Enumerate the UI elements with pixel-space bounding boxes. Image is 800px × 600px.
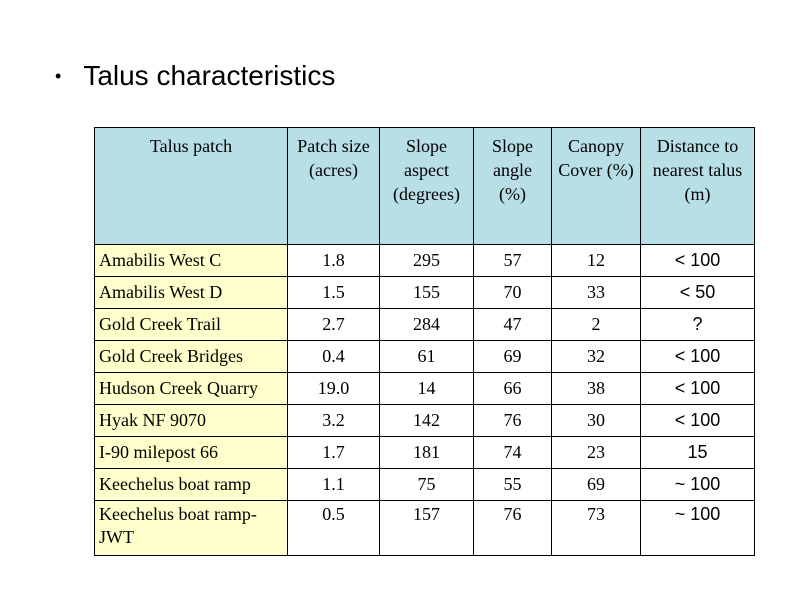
slide-title: [55, 60, 335, 92]
cell-talus-patch: Gold Creek Bridges: [95, 341, 288, 373]
cell-distance: < 100: [641, 341, 755, 373]
cell-distance: < 100: [641, 245, 755, 277]
cell-talus-patch: Amabilis West C: [95, 245, 288, 277]
talus-table: [94, 127, 755, 556]
cell-talus-patch: Keechelus boat ramp-JWT: [95, 501, 288, 556]
cell-canopy-cover: 23: [552, 437, 641, 469]
cell-slope-angle: 66: [474, 373, 552, 405]
bullet-icon: •: [55, 66, 62, 86]
table-row: [95, 437, 755, 469]
table-row: [95, 277, 755, 309]
cell-talus-patch: Keechelus boat ramp: [95, 469, 288, 501]
cell-slope-aspect: 157: [380, 501, 474, 556]
cell-patch-size: 1.1: [288, 469, 380, 501]
cell-talus-patch: Hudson Creek Quarry: [95, 373, 288, 405]
cell-canopy-cover: 2: [552, 309, 641, 341]
table-row: [95, 245, 755, 277]
table-row: [95, 469, 755, 501]
cell-slope-angle: 69: [474, 341, 552, 373]
cell-distance: < 100: [641, 373, 755, 405]
cell-distance: < 100: [641, 405, 755, 437]
header-patch-size: Patch size (acres): [288, 128, 380, 245]
header-row: [95, 128, 755, 245]
header-talus-patch: Talus patch: [95, 128, 288, 245]
cell-patch-size: 1.5: [288, 277, 380, 309]
cell-distance: ?: [641, 309, 755, 341]
cell-canopy-cover: 33: [552, 277, 641, 309]
cell-slope-aspect: 14: [380, 373, 474, 405]
cell-patch-size: 2.7: [288, 309, 380, 341]
cell-patch-size: 1.7: [288, 437, 380, 469]
title-text: Talus characteristics: [83, 60, 336, 91]
cell-canopy-cover: 12: [552, 245, 641, 277]
cell-canopy-cover: 73: [552, 501, 641, 556]
cell-talus-patch: Gold Creek Trail: [95, 309, 288, 341]
cell-slope-aspect: 61: [380, 341, 474, 373]
header-canopy-cover: Canopy Cover (%): [552, 128, 641, 245]
cell-patch-size: 19.0: [288, 373, 380, 405]
table-row: [95, 405, 755, 437]
cell-patch-size: 1.8: [288, 245, 380, 277]
cell-slope-angle: 47: [474, 309, 552, 341]
cell-distance: 15: [641, 437, 755, 469]
cell-slope-aspect: 181: [380, 437, 474, 469]
cell-slope-aspect: 75: [380, 469, 474, 501]
cell-slope-angle: 55: [474, 469, 552, 501]
cell-slope-angle: 70: [474, 277, 552, 309]
cell-slope-aspect: 284: [380, 309, 474, 341]
cell-slope-angle: 74: [474, 437, 552, 469]
cell-distance: ~ 100: [641, 469, 755, 501]
cell-slope-angle: 57: [474, 245, 552, 277]
header-slope-angle: Slope angle (%): [474, 128, 552, 245]
cell-distance: ~ 100: [641, 501, 755, 556]
cell-distance: < 50: [641, 277, 755, 309]
header-distance: Distance to nearest talus (m): [641, 128, 755, 245]
cell-canopy-cover: 32: [552, 341, 641, 373]
cell-slope-aspect: 155: [380, 277, 474, 309]
table-row: [95, 341, 755, 373]
cell-patch-size: 0.4: [288, 341, 380, 373]
cell-talus-patch: Hyak NF 9070: [95, 405, 288, 437]
cell-slope-aspect: 295: [380, 245, 474, 277]
cell-canopy-cover: 30: [552, 405, 641, 437]
cell-slope-angle: 76: [474, 405, 552, 437]
cell-talus-patch: Amabilis West D: [95, 277, 288, 309]
table-body: [95, 245, 755, 556]
cell-slope-aspect: 142: [380, 405, 474, 437]
cell-canopy-cover: 38: [552, 373, 641, 405]
cell-canopy-cover: 69: [552, 469, 641, 501]
cell-slope-angle: 76: [474, 501, 552, 556]
cell-patch-size: 0.5: [288, 501, 380, 556]
header-slope-aspect: Slope aspect (degrees): [380, 128, 474, 245]
cell-talus-patch: I-90 milepost 66: [95, 437, 288, 469]
cell-patch-size: 3.2: [288, 405, 380, 437]
table-row: [95, 309, 755, 341]
table-row: [95, 501, 755, 556]
table-row: [95, 373, 755, 405]
